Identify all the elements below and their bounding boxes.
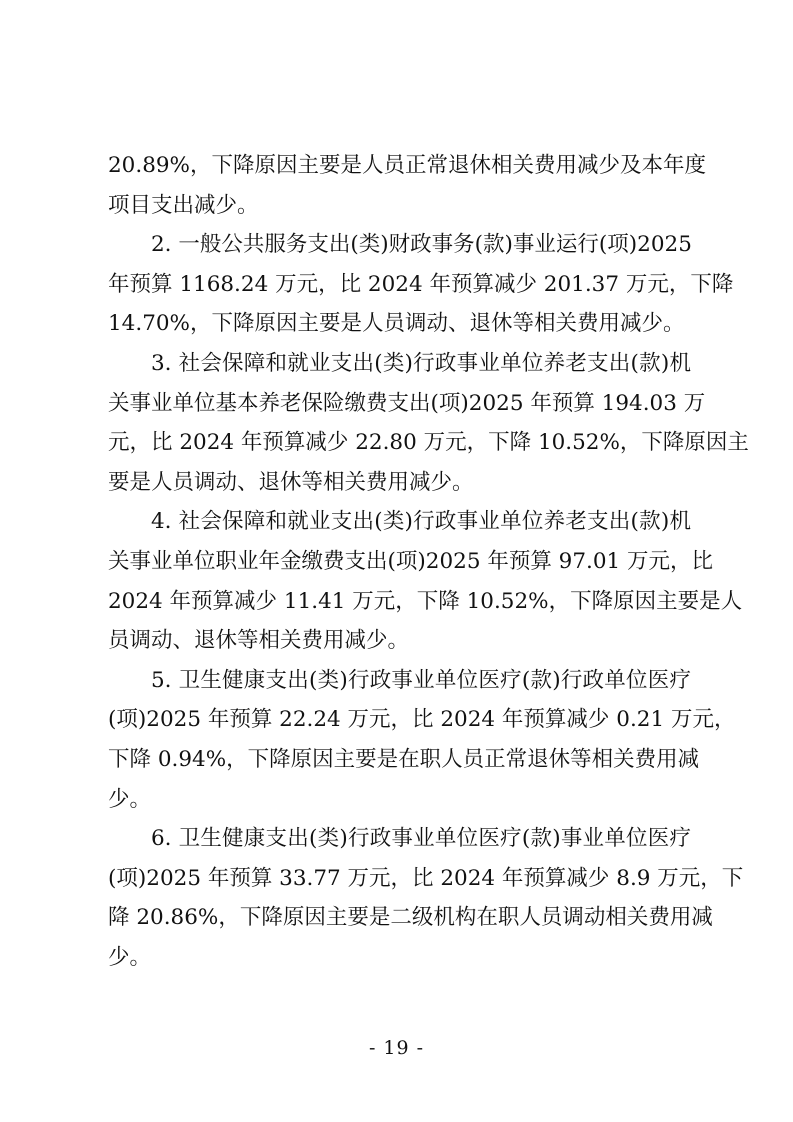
page-number: - 19 - [368,1037,425,1059]
paragraph-5-line: (项)2025 年预算 22.24 万元，比 2024 年预算减少 0.21 万元， [108,707,736,733]
paragraph-5-line: 少。 [108,786,152,812]
paragraph-2-line: 14.70%，下降原因主要是人员调动、退休等相关费用减少。 [108,311,685,337]
paragraph-4-line: 2024 年预算减少 11.41 万元，下降 10.52%，下降原因主要是人 [108,588,743,614]
paragraph-4-line: 员调动、退休等相关费用减少。 [108,628,410,654]
paragraph-4-line: 关事业单位职业年金缴费支出(项)2025 年预算 97.01 万元，比 [108,548,714,574]
paragraph-6-line: 降 20.86%，下降原因主要是二级机构在职人员调动相关费用减 [108,905,713,931]
paragraph-6-line: 少。 [108,944,152,970]
paragraph-3-line: 关事业单位基本养老保险缴费支出(项)2025 年预算 194.03 万 [108,390,706,416]
paragraph-3-line: 要是人员调动、退休等相关费用减少。 [108,469,474,495]
paragraph-2-line: 2. 一般公共服务支出(类)财政事务(款)事业运行(项)2025 [151,232,692,258]
document-body [108,146,749,977]
paragraph-5-line: 5. 卫生健康支出(类)行政事业单位医疗(款)行政单位医疗 [151,667,691,693]
paragraph-4-line: 4. 社会保障和就业支出(类)行政事业单位养老支出(款)机 [151,509,691,535]
paragraph-6-line: (项)2025 年预算 33.77 万元，比 2024 年预算减少 8.9 万元，下 [108,865,744,891]
paragraph-5-line: 下降 0.94%，下降原因主要是在职人员正常退休等相关费用减 [108,746,700,772]
paragraph-6-line: 6. 卫生健康支出(类)行政事业单位医疗(款)事业单位医疗 [151,826,691,852]
paragraph-3-line: 3. 社会保障和就业支出(类)行政事业单位养老支出(款)机 [151,350,691,376]
text-line: 20.89%，下降原因主要是人员正常退休相关费用减少及本年度 [108,153,706,178]
paragraph-3-line: 元，比 2024 年预算减少 22.80 万元，下降 10.52%，下降原因主 [108,430,749,456]
text-line: 项目支出减少。 [108,192,259,218]
paragraph-2-line: 年预算 1168.24 万元，比 2024 年预算减少 201.37 万元，下降 [108,271,734,297]
